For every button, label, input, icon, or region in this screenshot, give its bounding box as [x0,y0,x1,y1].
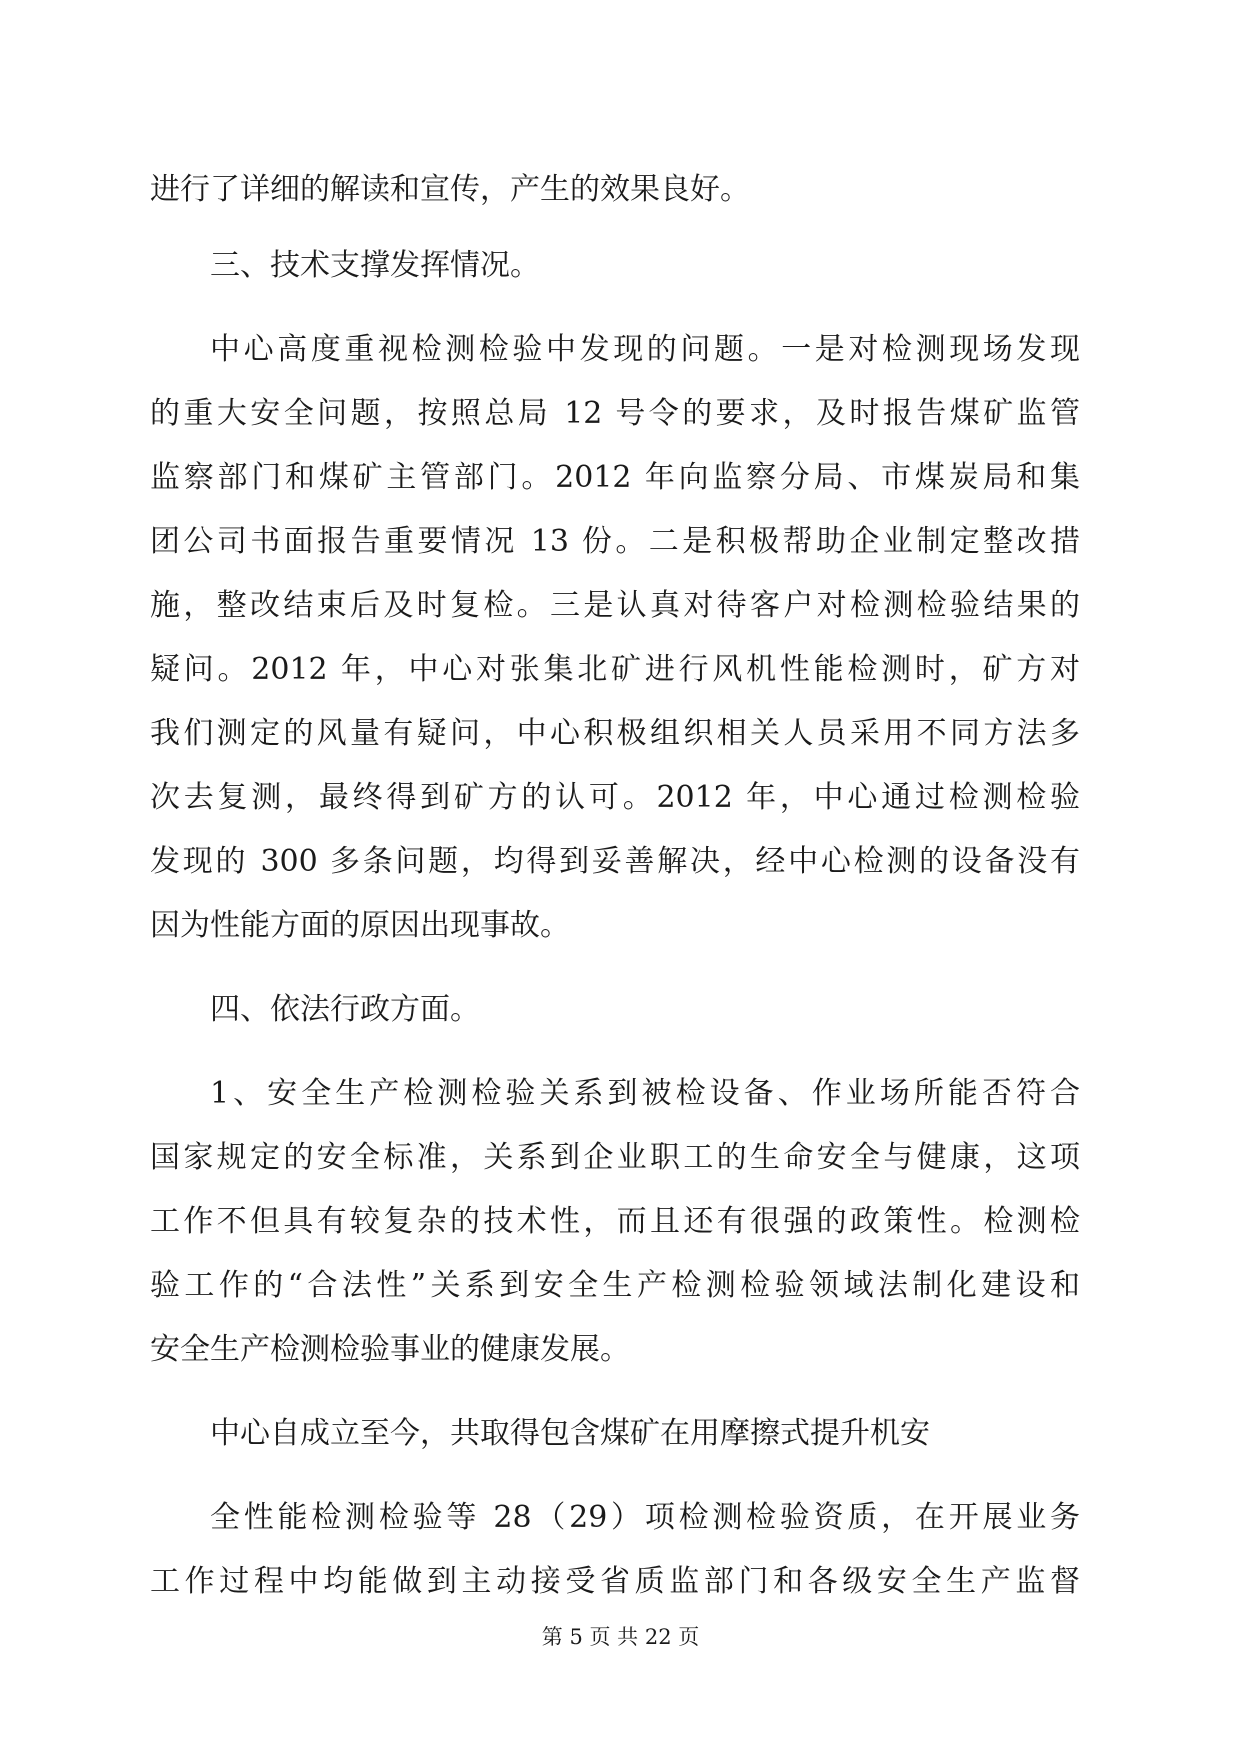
text-line: 中心高度重视检测检验中发现的问题。一是对检测现场发现 [210,332,1080,367]
text-line: 发现的 300 多条问题，均得到妥善解决，经中心检测的设备没有 [150,844,1080,879]
text-line: 监察部门和煤矿主管部门。2012 年向监察分局、市煤炭局和集 [150,460,1080,495]
section-heading: 四、依法行政方面。 [210,992,480,1027]
text-line: 中心自成立至今，共取得包含煤矿在用摩擦式提升机安 [210,1416,930,1451]
text-line: 团公司书面报告重要情况 13 份。二是积极帮助企业制定整改措 [150,524,1080,559]
text-line: 我们测定的风量有疑问，中心积极组织相关人员采用不同方法多 [150,716,1080,751]
text-line: 疑问。2012 年，中心对张集北矿进行风机性能检测时，矿方对 [150,652,1080,687]
text-line: 验工作的“合法性”关系到安全生产检测检验领域法制化建设和 [150,1268,1080,1303]
page-footer: 第 5 页 共 22 页 [541,1625,700,1649]
text-line: 全性能检测检验等 28（29）项检测检验资质，在开展业务 [210,1500,1080,1535]
text-line: 国家规定的安全标准，关系到企业职工的生命安全与健康，这项 [150,1140,1080,1175]
text-line: 次去复测，最终得到矿方的认可。2012 年，中心通过检测检验 [150,780,1080,815]
text-line: 工作过程中均能做到主动接受省质监部门和各级安全生产监督 [150,1564,1080,1599]
text-line: 进行了详细的解读和宣传，产生的效果良好。 [150,172,750,207]
section-heading: 三、技术支撑发挥情况。 [210,248,540,283]
text-line: 1、安全生产检测检验关系到被检设备、作业场所能否符合 [210,1076,1080,1111]
text-line: 施，整改结束后及时复检。三是认真对待客户对检测检验结果的 [150,588,1080,623]
text-line: 因为性能方面的原因出现事故。 [150,908,570,943]
text-line: 安全生产检测检验事业的健康发展。 [150,1332,630,1367]
text-line: 的重大安全问题，按照总局 12 号令的要求，及时报告煤矿监管 [150,396,1080,431]
text-line: 工作不但具有较复杂的技术性，而且还有很强的政策性。检测检 [150,1204,1080,1239]
